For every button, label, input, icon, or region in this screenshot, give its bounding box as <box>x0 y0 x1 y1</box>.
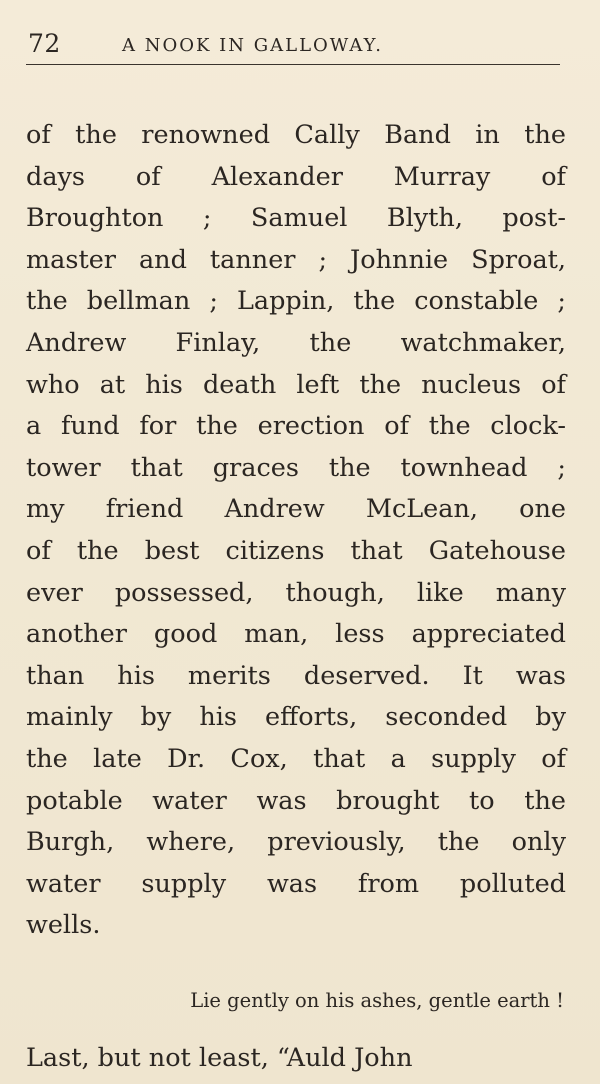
text-line: than his merits deserved. It was <box>26 660 566 691</box>
text-line: Burgh, where, previously, the only <box>26 827 566 858</box>
text-line: mainly by his efforts, seconded by <box>26 702 566 733</box>
text-line: my friend Andrew McLean, one <box>26 494 566 525</box>
text-line: Andrew Finlay, the watchmaker, <box>26 327 566 358</box>
text-line: of the best citizens that Gatehouse <box>26 535 566 566</box>
text-line: ever possessed, though, like many <box>26 577 566 608</box>
text-line: of the renowned Cally Band in the <box>26 120 566 150</box>
text-line: who at his death left the nucleus of <box>26 369 566 400</box>
running-head <box>26 28 560 65</box>
running-title: A NOOK IN GALLOWAY. <box>122 35 383 56</box>
quote-line: Lie gently on his ashes, gentle earth ! <box>190 988 564 1012</box>
body-paragraph <box>26 115 566 947</box>
continuation-line: Last, but not least, “Auld John <box>26 1042 413 1073</box>
text-line: Broughton ; Samuel Blyth, post- <box>26 203 566 234</box>
text-line: water supply was from polluted <box>26 868 566 899</box>
text-line: the bellman ; Lappin, the constable ; <box>26 286 566 317</box>
text-line: tower that graces the townhead ; <box>26 452 566 483</box>
text-line: days of Alexander Murray of <box>26 161 566 192</box>
text-line: wells. <box>26 910 101 941</box>
text-line: a fund for the erection of the clock- <box>26 411 566 442</box>
text-line: the late Dr. Cox, that a supply of <box>26 743 566 774</box>
page-number: 72 <box>28 29 61 58</box>
text-line: another good man, less appreciated <box>26 619 566 650</box>
text-line: master and tanner ; Johnnie Sproat, <box>26 244 566 275</box>
text-line: potable water was brought to the <box>26 785 566 816</box>
